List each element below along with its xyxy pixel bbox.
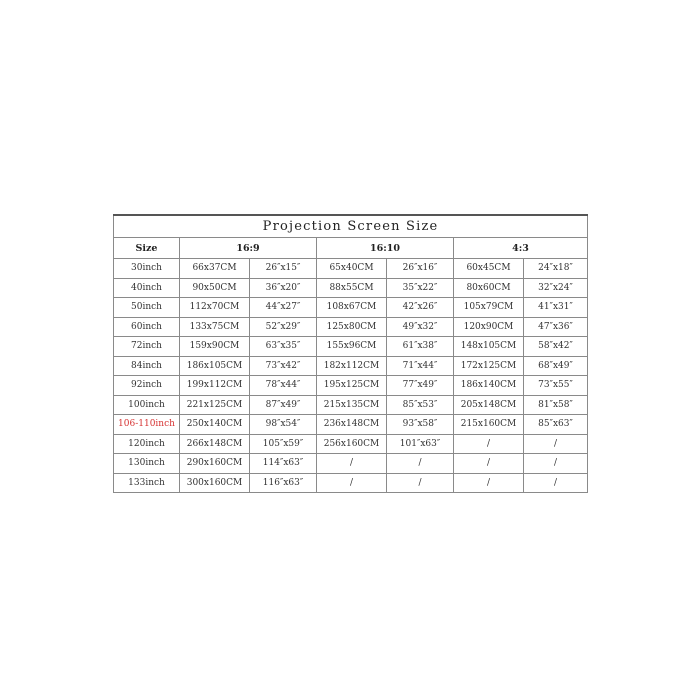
- dimension-cell: 52″x29″: [250, 317, 317, 337]
- dimension-cell: 221x125CM: [180, 395, 250, 415]
- table-row: [114, 356, 588, 376]
- dimension-cell: 101″x63″: [387, 434, 454, 454]
- size-cell: 84inch: [114, 356, 180, 376]
- dimension-cell: /: [524, 454, 588, 474]
- size-header: Size: [114, 238, 180, 259]
- dimension-cell: 60x45CM: [454, 259, 524, 279]
- dimension-cell: 49″x32″: [387, 317, 454, 337]
- dimension-cell: 32″x24″: [524, 278, 588, 298]
- dimension-cell: /: [317, 454, 387, 474]
- dimension-cell: 105x79CM: [454, 298, 524, 318]
- projection-size-table: [113, 214, 588, 493]
- dimension-cell: 236x148CM: [317, 415, 387, 435]
- table-row: [114, 337, 588, 357]
- ratio-header-4-3: 4:3: [454, 238, 588, 259]
- table-row: [114, 395, 588, 415]
- dimension-cell: 195x125CM: [317, 376, 387, 396]
- size-cell: 72inch: [114, 337, 180, 357]
- header-row: [114, 238, 588, 259]
- dimension-cell: 42″x26″: [387, 298, 454, 318]
- dimension-cell: /: [317, 473, 387, 493]
- dimension-cell: 77″x49″: [387, 376, 454, 396]
- table-row: [114, 473, 588, 493]
- dimension-cell: 81″x58″: [524, 395, 588, 415]
- dimension-cell: 266x148CM: [180, 434, 250, 454]
- table-row: [114, 454, 588, 474]
- dimension-cell: 68″x49″: [524, 356, 588, 376]
- dimension-cell: 88x55CM: [317, 278, 387, 298]
- dimension-cell: 73″x42″: [250, 356, 317, 376]
- table-body: [114, 259, 588, 493]
- size-cell: 100inch: [114, 395, 180, 415]
- dimension-cell: /: [387, 473, 454, 493]
- dimension-cell: 66x37CM: [180, 259, 250, 279]
- dimension-cell: 290x160CM: [180, 454, 250, 474]
- dimension-cell: 159x90CM: [180, 337, 250, 357]
- dimension-cell: 63″x35″: [250, 337, 317, 357]
- dimension-cell: /: [524, 434, 588, 454]
- dimension-cell: 155x96CM: [317, 337, 387, 357]
- size-cell: 130inch: [114, 454, 180, 474]
- dimension-cell: 26″x15″: [250, 259, 317, 279]
- dimension-cell: 148x105CM: [454, 337, 524, 357]
- dimension-cell: 215x160CM: [454, 415, 524, 435]
- size-cell: 40inch: [114, 278, 180, 298]
- dimension-cell: 108x67CM: [317, 298, 387, 318]
- dimension-cell: 133x75CM: [180, 317, 250, 337]
- table-row: [114, 376, 588, 396]
- size-cell: 106-110inch: [114, 415, 180, 435]
- dimension-cell: 90x50CM: [180, 278, 250, 298]
- dimension-cell: 250x140CM: [180, 415, 250, 435]
- dimension-cell: 112x70CM: [180, 298, 250, 318]
- dimension-cell: 44″x27″: [250, 298, 317, 318]
- dimension-cell: 186x105CM: [180, 356, 250, 376]
- dimension-cell: 172x125CM: [454, 356, 524, 376]
- table-row: [114, 278, 588, 298]
- dimension-cell: 256x160CM: [317, 434, 387, 454]
- dimension-cell: 85″x63″: [524, 415, 588, 435]
- dimension-cell: 125x80CM: [317, 317, 387, 337]
- size-cell: 92inch: [114, 376, 180, 396]
- dimension-cell: 24″x18″: [524, 259, 588, 279]
- dimension-cell: 26″x16″: [387, 259, 454, 279]
- table-row: [114, 259, 588, 279]
- dimension-cell: 199x112CM: [180, 376, 250, 396]
- table-row: [114, 298, 588, 318]
- title-row: [114, 215, 588, 238]
- dimension-cell: /: [454, 454, 524, 474]
- dimension-cell: 65x40CM: [317, 259, 387, 279]
- dimension-cell: /: [454, 473, 524, 493]
- size-cell: 60inch: [114, 317, 180, 337]
- dimension-cell: 215x135CM: [317, 395, 387, 415]
- dimension-cell: 47″x36″: [524, 317, 588, 337]
- dimension-cell: 182x112CM: [317, 356, 387, 376]
- dimension-cell: 36″x20″: [250, 278, 317, 298]
- dimension-cell: 41″x31″: [524, 298, 588, 318]
- table-title: Projection Screen Size: [114, 215, 588, 238]
- dimension-cell: 93″x58″: [387, 415, 454, 435]
- dimension-cell: 35″x22″: [387, 278, 454, 298]
- dimension-cell: 80x60CM: [454, 278, 524, 298]
- dimension-cell: /: [387, 454, 454, 474]
- dimension-cell: 61″x38″: [387, 337, 454, 357]
- ratio-header-16-10: 16:10: [317, 238, 454, 259]
- dimension-cell: /: [524, 473, 588, 493]
- dimension-cell: 120x90CM: [454, 317, 524, 337]
- dimension-cell: 85″x53″: [387, 395, 454, 415]
- dimension-cell: 116″x63″: [250, 473, 317, 493]
- dimension-cell: 105″x59″: [250, 434, 317, 454]
- ratio-header-16-9: 16:9: [180, 238, 317, 259]
- size-cell: 30inch: [114, 259, 180, 279]
- table-row: [114, 317, 588, 337]
- dimension-cell: 186x140CM: [454, 376, 524, 396]
- size-cell: 50inch: [114, 298, 180, 318]
- table-row: [114, 415, 588, 435]
- dimension-cell: 73″x55″: [524, 376, 588, 396]
- dimension-cell: 300x160CM: [180, 473, 250, 493]
- dimension-cell: 87″x49″: [250, 395, 317, 415]
- dimension-cell: 71″x44″: [387, 356, 454, 376]
- dimension-cell: 58″x42″: [524, 337, 588, 357]
- table-row: [114, 434, 588, 454]
- dimension-cell: /: [454, 434, 524, 454]
- size-cell: 120inch: [114, 434, 180, 454]
- dimension-cell: 78″x44″: [250, 376, 317, 396]
- dimension-cell: 205x148CM: [454, 395, 524, 415]
- dimension-cell: 98″x54″: [250, 415, 317, 435]
- dimension-cell: 114″x63″: [250, 454, 317, 474]
- size-cell: 133inch: [114, 473, 180, 493]
